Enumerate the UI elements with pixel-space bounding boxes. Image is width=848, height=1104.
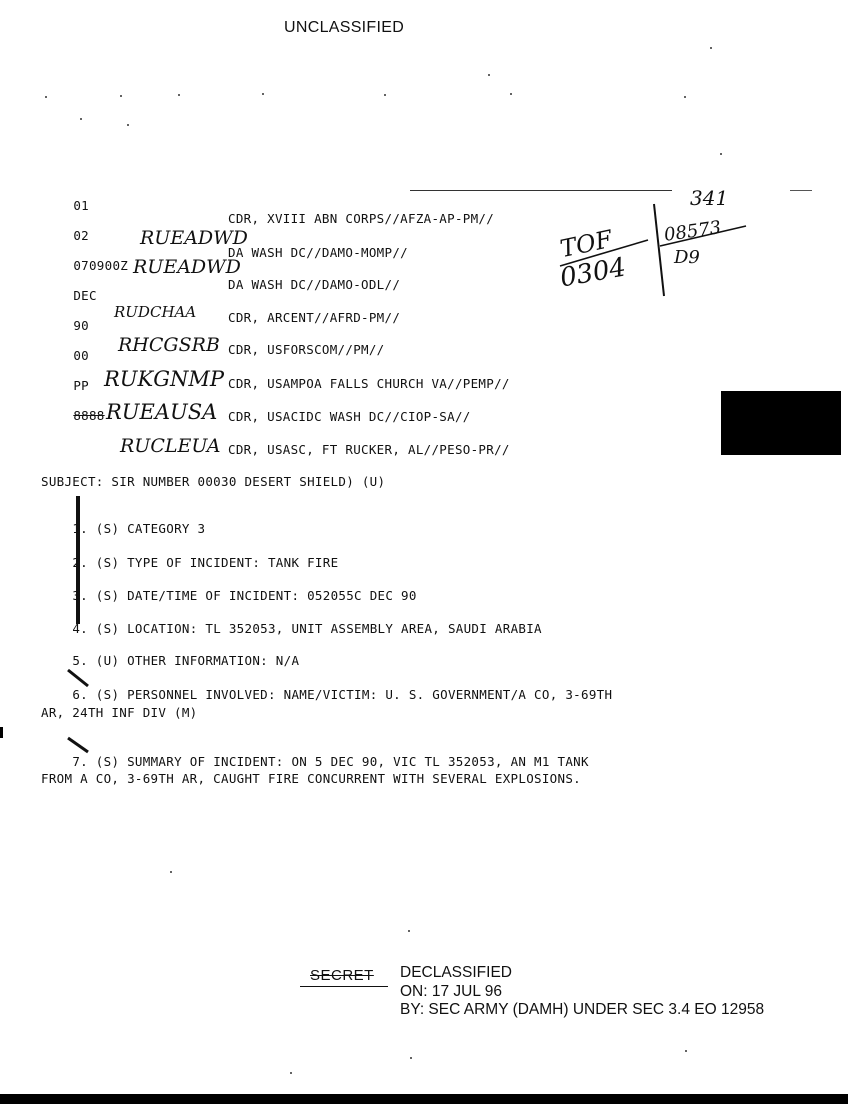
subject-line: SUBJECT: SIR NUMBER 00030 DESERT SHIELD) (U)	[41, 474, 386, 489]
scan-speck	[408, 930, 410, 932]
month: DEC	[73, 288, 97, 303]
year: 90	[73, 318, 89, 333]
addressee-line: DA WASH DC//DAMO-ODL//	[228, 277, 401, 292]
classification-header: UNCLASSIFIED	[284, 19, 405, 36]
list-item: 4. (S) LOCATION: TL 352053, UNIT ASSEMBLY AREA, SAUDI ARABIA	[72, 621, 542, 636]
tof-number: 0304	[557, 252, 629, 294]
list-item: 3. (S) DATE/TIME OF INCIDENT: 052055C DEC 90	[72, 588, 417, 603]
footer-underline	[300, 986, 388, 987]
list-item: 1. (S) CATEGORY 3	[72, 521, 206, 536]
scan-speck	[710, 47, 712, 49]
scan-edge-mark	[0, 727, 3, 738]
reference-code: D9	[674, 247, 700, 268]
routing-indicator: RUEADWD	[133, 256, 241, 278]
scan-bottom-edge	[0, 1094, 848, 1104]
routing-indicator: RUDCHAA	[114, 303, 197, 321]
addressee-line: DA WASH DC//DAMO-MOMP//	[228, 245, 408, 260]
routing-indicator: RUKGNMP	[104, 367, 224, 391]
scan-speck	[127, 124, 129, 126]
scan-speck	[80, 118, 82, 120]
addressee-line: CDR, USAMPOA FALLS CHURCH VA//PEMP//	[228, 376, 510, 391]
scan-speck	[120, 95, 122, 97]
reference-number: 08573	[662, 217, 723, 246]
addressee-line: CDR, USACIDC WASH DC//CIOP-SA//	[228, 409, 471, 424]
scan-speck	[45, 96, 47, 98]
header-strike-line	[410, 190, 672, 191]
addressee-line: CDR, USFORSCOM//PM//	[228, 342, 385, 357]
addressee-line: CDR, ARCENT//AFRD-PM//	[228, 310, 401, 325]
routing-indicator: RUEADWD	[140, 227, 248, 249]
redaction-box	[721, 391, 841, 455]
scan-speck	[178, 94, 180, 96]
routing-indicator: RUEAUSA	[106, 400, 218, 424]
scan-speck	[170, 871, 172, 873]
header-tail-line	[790, 190, 812, 191]
scan-speck	[720, 153, 722, 155]
precedence: PP	[73, 378, 89, 393]
slash-marks	[64, 666, 94, 756]
list-item-continuation: AR, 24TH INF DIV (M)	[41, 705, 198, 720]
line-index: 01	[73, 198, 89, 213]
scan-speck	[410, 1057, 412, 1059]
addressee-line: CDR, USASC, FT RUCKER, AL//PESO-PR//	[228, 442, 510, 457]
list-item: 7. (S) SUMMARY OF INCIDENT: ON 5 DEC 90, VIC TL 352053, AN M1 TANK	[72, 754, 589, 769]
addressee-line: CDR, XVIII ABN CORPS//AFZA-AP-PM//	[228, 211, 495, 226]
list-item: 6. (S) PERSONNEL INVOLVED: NAME/VICTIM: U. S. GOVERNMENT/A CO, 3-69TH	[72, 687, 613, 702]
scan-speck	[488, 74, 490, 76]
routing-indicator: RHCGSRB	[118, 334, 220, 356]
declassification-authority: BY: SEC ARMY (DAMH) UNDER SEC 3.4 EO 12958	[400, 1001, 765, 1018]
list-item-continuation: FROM A CO, 3-69TH AR, CAUGHT FIRE CONCURRENT WITH SEVERAL EXPLOSIONS.	[41, 771, 581, 786]
routing-indicator: RUCLEUA	[120, 435, 221, 457]
date-time-group: 070900Z	[73, 258, 129, 273]
scan-speck	[684, 96, 686, 98]
struck-code: 8888	[73, 408, 105, 423]
scan-speck	[262, 93, 264, 95]
scan-speck	[290, 1072, 292, 1074]
declassified-date: ON: 17 JUL 96	[400, 983, 502, 1000]
list-item: 5. (U) OTHER INFORMATION: N/A	[72, 653, 300, 668]
handwritten-number: 341	[690, 186, 729, 210]
list-item: 2. (S) TYPE OF INCIDENT: TANK FIRE	[72, 555, 339, 570]
code: 00	[73, 348, 89, 363]
tof-label: TOF	[557, 224, 615, 264]
struck-classification: SECRET	[310, 967, 374, 984]
scan-speck	[685, 1050, 687, 1052]
scan-speck	[510, 93, 512, 95]
scan-speck	[384, 94, 386, 96]
page-number: 02	[73, 228, 89, 243]
declassified-label: DECLASSIFIED	[400, 964, 512, 981]
